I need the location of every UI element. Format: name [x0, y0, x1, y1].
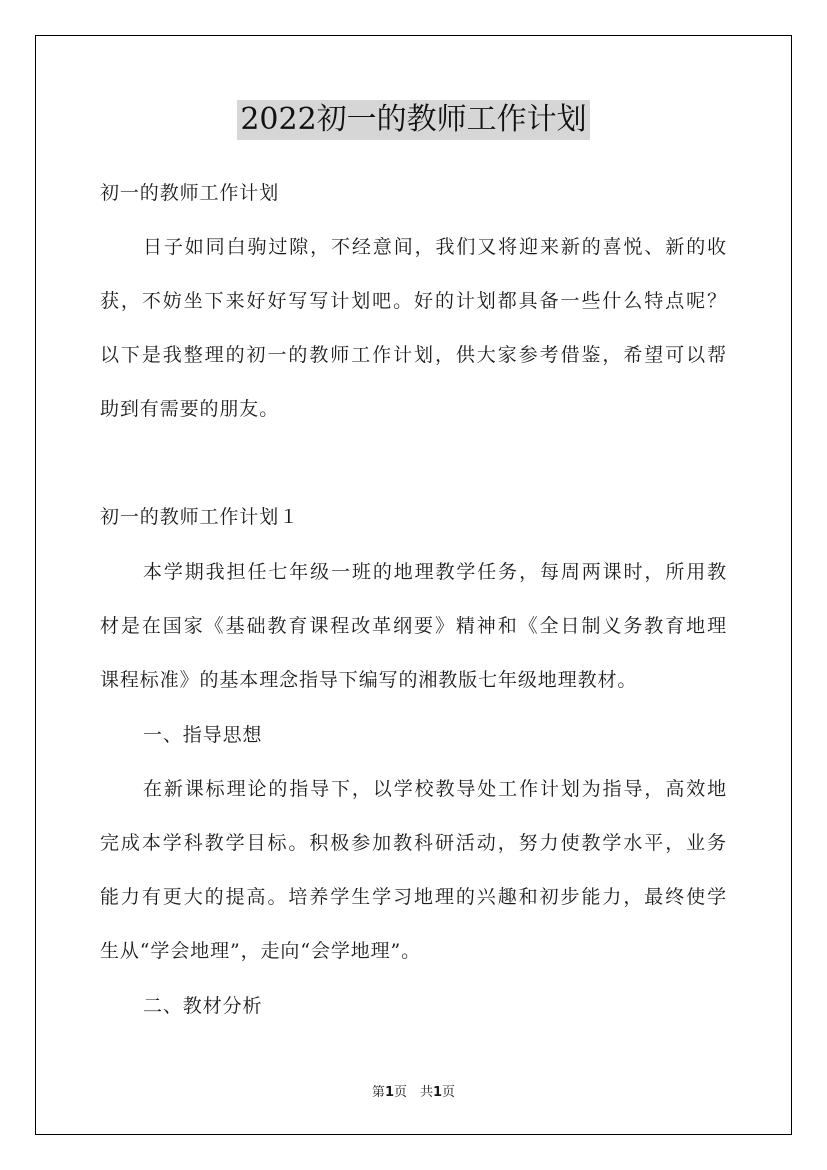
intro-line-3: 以下是我整理的初一的教师工作计划，供大家参考借鉴，希望可以帮 [100, 344, 727, 366]
plan1-line-3: 课程标准》的基本理念指导下编写的湘教版七年级地理教材。 [100, 669, 638, 691]
section2-heading: 二、教材分析 [143, 995, 263, 1017]
section1-line-2: 完成本学科教学目标。积极参加教科研活动，努力使教学水平，业务 [100, 832, 727, 854]
plan1-line-1: 本学期我担任七年级一班的地理教学任务，每周两课时，所用教 [143, 561, 727, 583]
footer-page-suffix: 页 [442, 1085, 456, 1100]
section1-line-3: 能力有更大的提高。培养学生学习地理的兴趣和初步能力，最终使学 [100, 886, 727, 908]
page-footer [0, 1085, 827, 1101]
section1-line-1: 在新课标理论的指导下，以学校教导处工作计划为指导，高效地 [143, 778, 727, 800]
footer-page-current: 1 [384, 1085, 394, 1100]
section1-line-4: 生从“学会地理”，走向“会学地理”。 [100, 940, 422, 962]
footer-page-mid: 页 共 [393, 1085, 433, 1100]
footer-page-prefix: 第 [371, 1085, 385, 1100]
intro-line-4: 助到有需要的朋友。 [100, 398, 280, 420]
intro-heading: 初一的教师工作计划 [100, 182, 280, 204]
plan1-line-2: 材是在国家《基础教育课程改革纲要》精神和《全日制义务教育地理 [100, 615, 727, 637]
section1-heading: 一、指导思想 [143, 724, 263, 746]
footer-page-total: 1 [433, 1085, 443, 1100]
document-title: 2022初一的教师工作计划 [237, 100, 589, 140]
plan1-heading: 初一的教师工作计划１ [100, 506, 300, 528]
intro-line-1: 日子如同白驹过隙，不经意间，我们又将迎来新的喜悦、新的收 [143, 236, 727, 258]
title-container [0, 100, 827, 140]
intro-line-2: 获，不妨坐下来好好写写计划吧。好的计划都具备一些什么特点呢？ [100, 290, 727, 312]
